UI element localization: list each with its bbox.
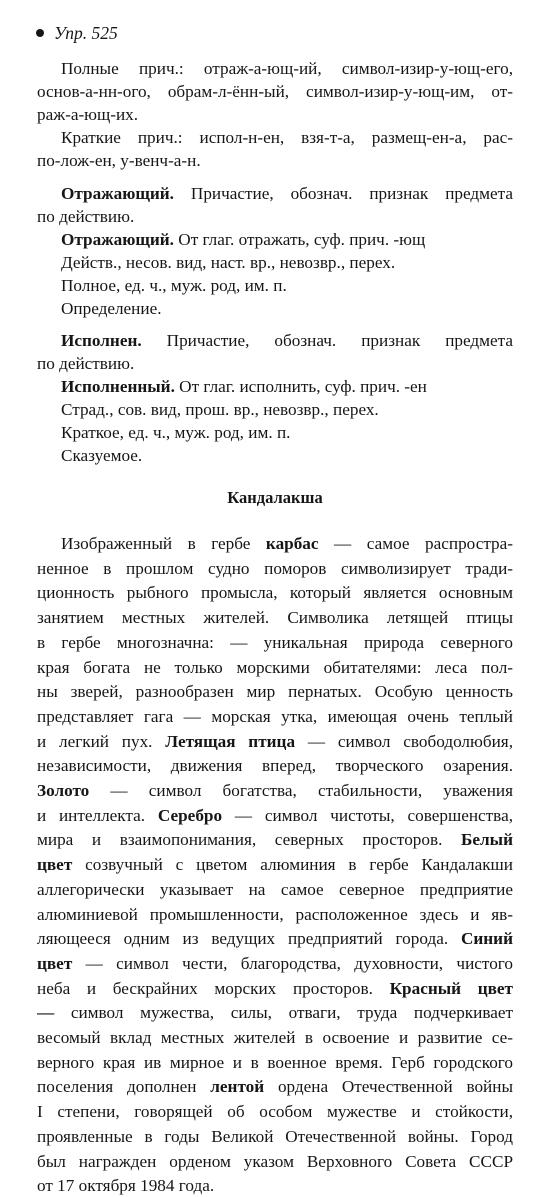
section-title: Кандалакша (227, 488, 323, 507)
body-text-run: от 17 октября 1984 года. (37, 1176, 215, 1196)
body-line (37, 1026, 513, 1049)
body-text-run: представляет гага — морская утка, имеющая очень теплый (37, 706, 513, 726)
body-line (37, 828, 513, 851)
parse1-word-2: Отражающий. (61, 230, 174, 249)
body-text-run: и легкий пух. (37, 731, 166, 751)
body-line (37, 557, 513, 580)
exercise-heading (36, 22, 118, 45)
body-text-run: занятием местных жителей. Символика летящей птицы (37, 608, 513, 628)
parse2-line-2: по действию. (37, 354, 135, 373)
body-text-run: ляющееся одним из ведущих предприятий города. (37, 929, 461, 949)
body-line (37, 779, 513, 802)
body-text-run: алюминиевой промышленности, расположенное здесь и яв- (37, 904, 513, 924)
parse1-line-6: Определение. (61, 299, 162, 318)
body-line (37, 977, 513, 1000)
parse1-line-1-rest: Причастие, обознач. признак предмета (173, 184, 513, 203)
body-text-run: ненное в прошлом судно поморов символизирует тради- (37, 558, 513, 578)
body-text-run: ны зверей, разнообразен мир пернатых. Особую ценность (37, 682, 513, 702)
body-line (37, 903, 513, 926)
full-participles-line-2: основ-а-нн-ого, обрам-л-ённ-ый, символ-изир-у-ющ-им, от- (37, 82, 513, 101)
parse1-line-1 (61, 182, 513, 205)
body-bold-term: Белый (461, 830, 513, 850)
body-text-run: края богата не только морскими обитателями: леса пол- (37, 657, 513, 677)
body-line (37, 656, 513, 679)
body-bold-term: — (37, 1003, 55, 1023)
body-text-run: верного края ив мирное и в военное время. Герб городского (37, 1052, 513, 1072)
body-line (37, 631, 513, 654)
parse1-word: Отражающий. (61, 184, 174, 203)
body-line (37, 1001, 513, 1024)
body-text-run: символ мужества, силы, отваги, труда подчеркивает (54, 1003, 513, 1023)
body-line (37, 1174, 513, 1197)
parse2-line-3-rest: От глаг. исполнить, суф. прич. -ен (174, 377, 427, 396)
body-text-run: поселения дополнен (37, 1077, 211, 1097)
full-participles-line-1: Полные прич.: отраж-а-ющ-ий, символ-изир-у-ющ-его, (61, 59, 513, 78)
body-line (37, 853, 513, 876)
parse2-line-1-rest: Причастие, обознач. признак предмета (141, 331, 513, 350)
body-line (37, 1150, 513, 1173)
body-text-run: созвучный с цветом алюминия в гербе Кандалакши (72, 855, 513, 875)
body-text-run: ционность рыбного промысла, который является основным (37, 583, 513, 603)
parse2-line-5: Краткое, ед. ч., муж. род, им. п. (61, 423, 291, 442)
bullet-icon (36, 29, 44, 37)
body-line (37, 680, 513, 703)
body-bold-term: Золото (37, 781, 90, 800)
body-text-run: — самое распростра- (318, 534, 513, 553)
body-line (37, 581, 513, 604)
parse1-line-5: Полное, ед. ч., муж. род, им. п. (61, 276, 287, 295)
body-text-run: весомый вклад местных жителей в освоение и развитие се- (37, 1028, 513, 1047)
parse2-line-3 (61, 375, 513, 398)
body-text-run: I степени, говорящей об особом мужестве и стойкости, (37, 1102, 513, 1122)
body-line (37, 730, 513, 753)
body-line (37, 705, 513, 728)
body-text-run: неба и бескрайних морских просторов. (37, 978, 390, 998)
body-line (37, 878, 513, 901)
body-line (37, 754, 513, 777)
body-line (37, 927, 513, 950)
parse1-line-2: по действию. (37, 207, 135, 226)
short-participles-line-2: по-лож-ен, у-венч-а-н. (37, 151, 201, 170)
body-bold-term: Синий (460, 929, 513, 949)
body-text-run: независимости, движения вперед, творческого озарения. (37, 756, 513, 776)
body-line (61, 532, 513, 555)
body-text-run: — символ свободолюбия, (295, 731, 513, 751)
body-bold-term: Красный цвет (389, 978, 513, 998)
body-text-run: в гербе многозначна: — уникальная природа северного (37, 632, 513, 652)
parse1-line-4: Действ., несов. вид, наст. вр., невозвр., перех. (61, 253, 396, 272)
parse2-line-1 (61, 329, 513, 352)
body-text-run: — символ чистоты, совершенства, (222, 805, 513, 825)
body-bold-term: Летящая птица (165, 731, 296, 751)
body-bold-term: цвет (37, 953, 73, 973)
body-text-run: мира и взаимопонимания, северных просторов. (37, 830, 462, 850)
body-text-run: и интеллекта. (37, 805, 158, 825)
full-participles-line-3: раж-а-ющ-их. (37, 105, 139, 124)
body-bold-term: лентой (210, 1077, 265, 1097)
parse2-word-2: Исполненный. (61, 377, 175, 396)
body-text-run: ордена Отечественной войны (264, 1077, 513, 1097)
body-bold-term: Серебро (157, 805, 223, 825)
body-text-run: был награжден орденом указом Верховного Совета СССР (37, 1151, 513, 1171)
body-text-run: — символ чести, благородства, духовности, чистого (72, 953, 513, 973)
exercise-number: Упр. 525 (54, 23, 118, 43)
body-bold-term: цвет (37, 855, 73, 875)
parse2-line-6: Сказуемое. (61, 446, 143, 465)
body-text-run: Изображенный в гербе (61, 534, 266, 553)
body-line (37, 952, 513, 975)
body-line (37, 804, 513, 827)
parse2-line-4: Страд., сов. вид, прош. вр., невозвр., перех. (61, 400, 379, 419)
body-bold-term: карбас (265, 534, 319, 553)
body-text-run: — символ богатства, стабильности, уважения (89, 781, 513, 800)
body-text-run: аллегорически указывает на самое северное предприятие (37, 879, 513, 899)
parse1-line-3-rest: От глаг. отражать, суф. прич. -ющ (173, 230, 426, 249)
body-line (37, 606, 513, 629)
body-line (37, 1125, 513, 1148)
parse2-word: Исполнен. (61, 331, 142, 350)
body-line (37, 1100, 513, 1123)
body-line (37, 1051, 513, 1074)
body-line (37, 1075, 513, 1098)
body-text-run: проявленные в годы Великой Отечественной войны. Город (37, 1126, 513, 1146)
short-participles-line-1: Краткие прич.: испол-н-ен, взя-т-а, размещ-ен-а, рас- (61, 128, 513, 147)
parse1-line-3 (61, 228, 513, 251)
